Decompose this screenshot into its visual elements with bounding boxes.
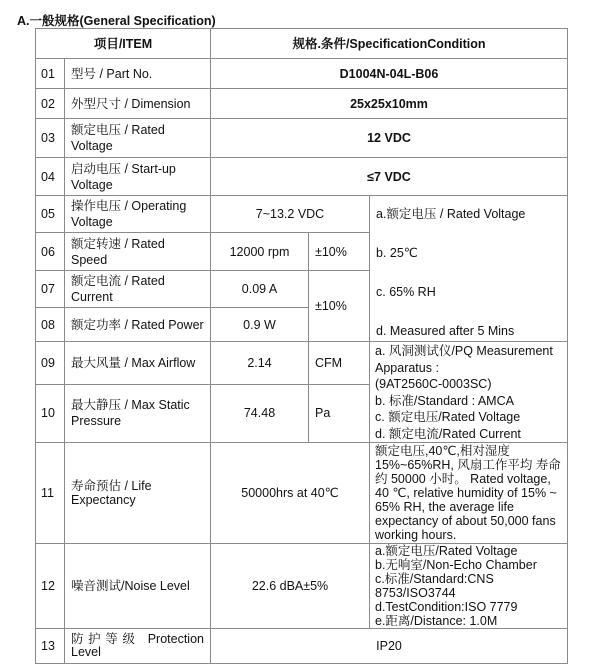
- condition-line: (9AT2560C-0003SC): [375, 377, 492, 391]
- condition-line: c.标准/Standard:CNS 8753/ISO3744: [375, 572, 494, 600]
- row-tolerance-shared: ±10%: [309, 271, 370, 342]
- condition-line: c. 额定电压/Rated Voltage: [375, 410, 521, 424]
- row-item: 防护等级 Protection Level: [65, 629, 211, 664]
- general-specification-table: [35, 28, 568, 664]
- row-item: 额定转速 / Rated Speed: [65, 233, 211, 271]
- table-row: [36, 89, 568, 119]
- condition-line: d. Measured after 5 Mins: [376, 324, 515, 338]
- row-value: 0.9 W: [211, 308, 309, 342]
- condition-line: b. 标准/Standard : AMCA: [375, 393, 514, 408]
- row-item: 额定电流 / Rated Current: [65, 271, 211, 308]
- conditions-11: 额定电压,40℃,相对湿度 15%~65%RH, 风扇工作平均 寿命约 50000 小时。 Rated voltage, 40 ℃, relative humidity of 15% ~ 65% RH, the average life expectancy of about 50,000 fans working hours.: [370, 443, 568, 544]
- condition-line: a.额定电压 / Rated Voltage: [376, 207, 526, 221]
- table-row: [36, 119, 568, 158]
- row-tolerance: ±10%: [309, 233, 370, 271]
- condition-line: b. 25℃: [376, 246, 418, 260]
- header-spec-condition: 规格.条件/SpecificationCondition: [211, 29, 568, 59]
- row-item: 最大风量 / Max Airflow: [65, 342, 211, 385]
- row-number: 02: [36, 89, 65, 119]
- row-number: 04: [36, 158, 65, 196]
- conditions-05-08: [370, 196, 568, 342]
- table-header-row: [36, 29, 568, 59]
- row-number: 01: [36, 59, 65, 89]
- row-number: 07: [36, 271, 65, 308]
- row-value: IP20: [211, 629, 568, 664]
- row-number: 13: [36, 629, 65, 664]
- row-item: 额定电压 / Rated Voltage: [65, 119, 211, 158]
- row-item: 外型尺寸 / Dimension: [65, 89, 211, 119]
- row-unit: CFM: [309, 342, 370, 385]
- table-row: [36, 59, 568, 89]
- row-number: 06: [36, 233, 65, 271]
- row-value: 74.48: [211, 384, 309, 442]
- condition-line: a.额定电压/Rated Voltage: [375, 544, 518, 558]
- row-value: D1004N-04L-B06: [211, 59, 568, 89]
- table-row: [36, 158, 568, 196]
- row-item: 型号 / Part No.: [65, 59, 211, 89]
- row-value: ≤7 VDC: [211, 158, 568, 196]
- row-value: 50000hrs at 40℃: [211, 443, 370, 544]
- condition-line: c. 65% RH: [376, 285, 436, 299]
- row-value: 12000 rpm: [211, 233, 309, 271]
- row-item: 额定功率 / Rated Power: [65, 308, 211, 342]
- row-number: 05: [36, 196, 65, 233]
- condition-line: a. 风洞测试仪/PQ Measurement Apparatus :: [375, 344, 553, 375]
- row-value: 12 VDC: [211, 119, 568, 158]
- conditions-12: [370, 544, 568, 629]
- row-number: 11: [36, 443, 65, 544]
- row-item: 最大静压 / Max Static Pressure: [65, 384, 211, 442]
- table-row: [36, 342, 568, 385]
- row-unit: Pa: [309, 384, 370, 442]
- row-item: 启动电压 / Start-up Voltage: [65, 158, 211, 196]
- row-number: 12: [36, 544, 65, 629]
- row-value: 2.14: [211, 342, 309, 385]
- row-item: 操作电压 / Operating Voltage: [65, 196, 211, 233]
- row-value: 7~13.2 VDC: [211, 196, 370, 233]
- conditions-09-10: [370, 342, 568, 443]
- condition-line: b.无响室/Non-Echo Chamber: [375, 558, 537, 572]
- condition-line: d. 额定电流/Rated Current: [375, 426, 521, 441]
- condition-line: d.TestCondition:ISO 7779: [375, 600, 518, 614]
- row-item: 寿命预估 / Life Expectancy: [65, 443, 211, 544]
- table-row: [36, 196, 568, 233]
- row-number: 09: [36, 342, 65, 385]
- row-value: 0.09 A: [211, 271, 309, 308]
- condition-line: e.距离/Distance: 1.0M: [375, 614, 498, 628]
- row-value: 25x25x10mm: [211, 89, 568, 119]
- header-item: 项目/ITEM: [36, 29, 211, 59]
- row-value: 22.6 dBA±5%: [211, 544, 370, 629]
- table-row: [36, 629, 568, 664]
- row-number: 03: [36, 119, 65, 158]
- row-item: 噪音测试/Noise Level: [65, 544, 211, 629]
- section-title: A.一般规格(General Specification): [17, 14, 216, 28]
- row-number: 10: [36, 384, 65, 442]
- row-number: 08: [36, 308, 65, 342]
- table-row: [36, 443, 568, 544]
- table-row: [36, 544, 568, 629]
